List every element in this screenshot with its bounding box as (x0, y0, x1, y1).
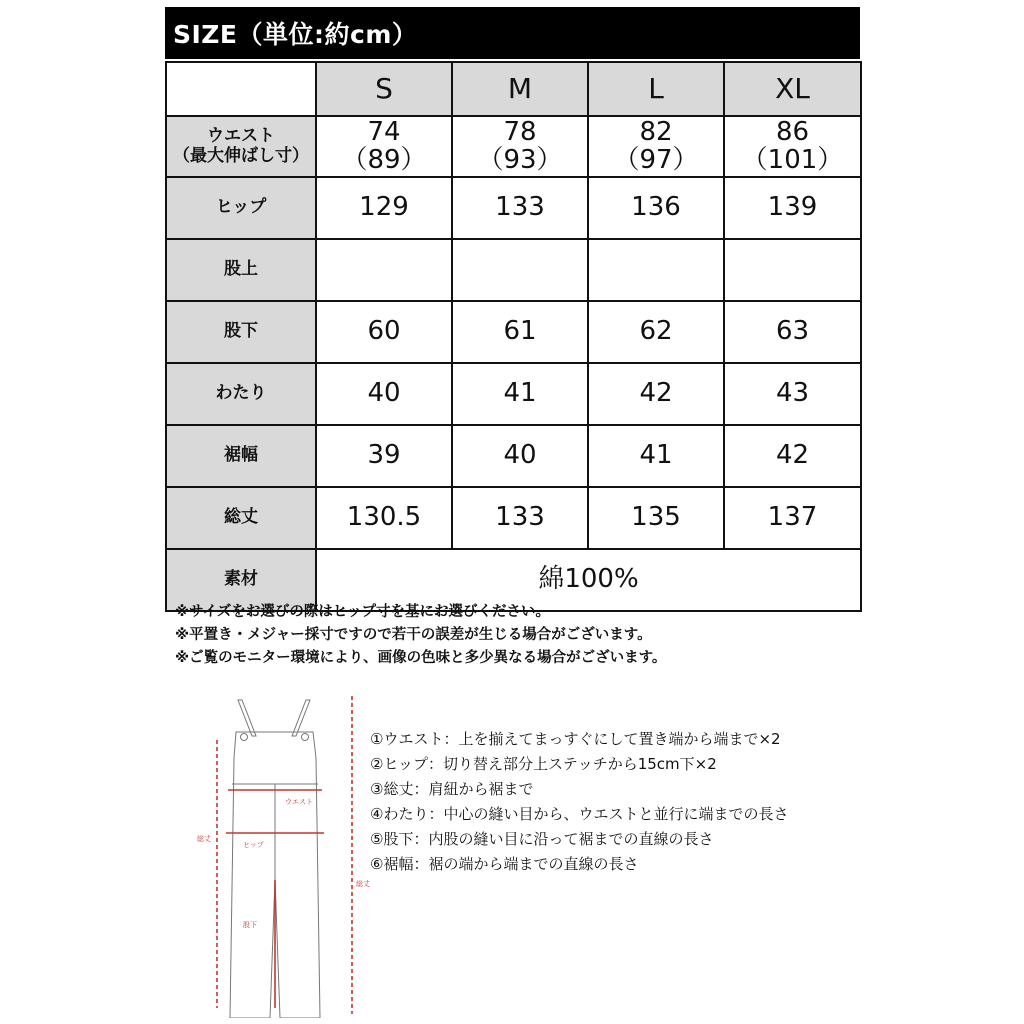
size-header-row (166, 62, 861, 116)
table-cell: 133 (452, 177, 588, 239)
measurement-legend (370, 727, 788, 877)
waist-max-value: （101） (741, 144, 844, 175)
table-cell: 41 (452, 363, 588, 425)
table-cell: 42 (588, 363, 724, 425)
table-cell (588, 239, 724, 301)
table-cell (452, 239, 588, 301)
table-cell: 61 (452, 301, 588, 363)
overalls-diagram (180, 688, 370, 1018)
size-header-l: L (588, 62, 724, 116)
note-line: ※ご覧のモニター環境により、画像の色味と多少異なる場合がございます。 (175, 650, 667, 666)
size-header-xl: XL (724, 62, 861, 116)
table-cell: 62 (588, 301, 724, 363)
table-cell: 139 (724, 177, 861, 239)
material-value: 綿100% (316, 549, 861, 611)
size-header-m: M (452, 62, 588, 116)
table-cell: 40 (316, 363, 452, 425)
waist-label-sub: （最大伸ばし寸） (173, 145, 309, 166)
legend-item: ②ヒップ：切り替え部分上ステッチから15cm下×2 (370, 755, 717, 773)
row-label-inseam: 股下 (166, 301, 316, 363)
legend-item: ③総丈：肩紐から裾まで (370, 780, 534, 798)
row-label-length: 総丈 (166, 487, 316, 549)
legend-item: ⑤股下：内股の縫い目に沿って裾までの直線の長さ (370, 830, 714, 848)
diagram-label-waist: ウエスト (285, 798, 313, 806)
waist-max-value: （97） (613, 144, 699, 175)
legend-item: ④わたり：中心の縫い目から、ウエストと並行に端までの長さ (370, 805, 789, 823)
table-row-inseam (166, 301, 861, 363)
waist-cell-xl (724, 116, 861, 177)
table-cell: 135 (588, 487, 724, 549)
table-cell: 63 (724, 301, 861, 363)
diagram-label-hip: ヒップ (243, 841, 264, 849)
waist-value: 74 (367, 117, 401, 148)
table-row-waist (166, 116, 861, 177)
table-cell: 43 (724, 363, 861, 425)
legend-item: ①ウエスト：上を揃えてまっすぐにして置き端から端まで×2 (370, 730, 781, 748)
row-label-material: 素材 (166, 549, 316, 611)
notes (175, 601, 666, 670)
table-row-hem (166, 425, 861, 487)
waist-cell-l (588, 116, 724, 177)
waist-cell-m (452, 116, 588, 177)
table-cell: 42 (724, 425, 861, 487)
diagram-label-total-left: 総丈 (197, 835, 211, 843)
waist-value: 78 (503, 117, 537, 148)
row-label-rise: 股上 (166, 239, 316, 301)
size-header-s: S (316, 62, 452, 116)
table-row-length (166, 487, 861, 549)
table-cell: 137 (724, 487, 861, 549)
waist-cell-s (316, 116, 452, 177)
table-row-thigh (166, 363, 861, 425)
table-row-hip (166, 177, 861, 239)
table-cell: 130.5 (316, 487, 452, 549)
row-label-hem: 裾幅 (166, 425, 316, 487)
table-cell: 60 (316, 301, 452, 363)
table-row-rise (166, 239, 861, 301)
waist-value: 86 (775, 117, 810, 148)
diagram-label-inseam: 股下 (243, 921, 257, 929)
legend-item: ⑥裾幅：裾の端から端までの直線の長さ (370, 855, 639, 873)
waist-label: ウエスト (207, 125, 275, 146)
row-label-hip: ヒップ (166, 177, 316, 239)
diagram-label-total-right: 総丈 (356, 880, 370, 888)
row-label-thigh: わたり (166, 363, 316, 425)
waist-max-value: （93） (477, 144, 563, 175)
table-cell (724, 239, 861, 301)
corner-cell (166, 62, 316, 116)
note-line: ※サイズをお選びの際はヒップ寸を基にお選びください。 (175, 604, 550, 620)
size-table (165, 61, 862, 612)
waist-max-value: （89） (341, 144, 427, 175)
table-cell: 136 (588, 177, 724, 239)
waist-value: 82 (639, 117, 673, 148)
note-line: ※平置き・メジャー採寸ですので若干の誤差が生じる場合がございます。 (175, 627, 652, 643)
row-label-waist (166, 116, 316, 177)
table-cell: 129 (316, 177, 452, 239)
table-title: SIZE（単位:約cm） (165, 7, 860, 59)
table-cell (316, 239, 452, 301)
table-cell: 39 (316, 425, 452, 487)
table-cell: 133 (452, 487, 588, 549)
table-cell: 41 (588, 425, 724, 487)
table-cell: 40 (452, 425, 588, 487)
